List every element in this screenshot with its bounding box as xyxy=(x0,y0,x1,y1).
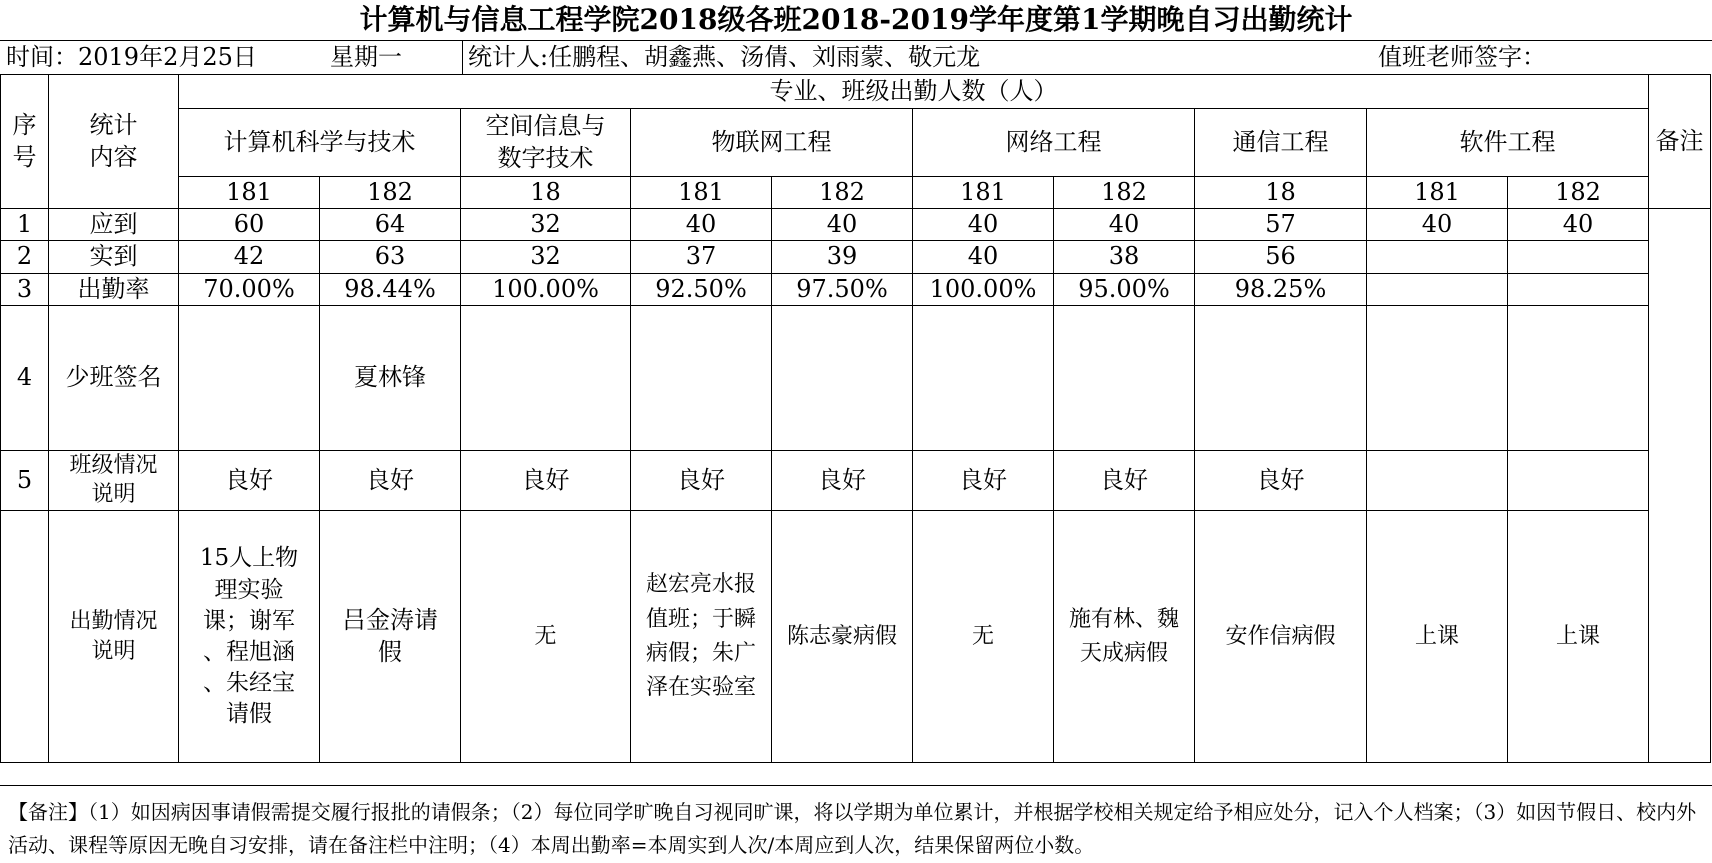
note-cell: 安作信病假 xyxy=(1195,511,1367,763)
data-cell: 100.00% xyxy=(461,273,631,305)
note-cell: 吕金涛请 假 xyxy=(320,511,461,763)
class-cell: 182 xyxy=(772,177,913,209)
data-cell: 57 xyxy=(1195,209,1367,241)
data-cell: 39 xyxy=(772,241,913,273)
data-cell xyxy=(1195,305,1367,450)
data-cell xyxy=(1367,305,1508,450)
footer-notes: 【备注】（1）如因病因事请假需提交履行报批的请假条；（2）每位同学旷晚自习视同旷课，将以学期为单位累计，并根据学校相关规定给予相应处分，记入个人档案；（3）如因节假日、校内外活动、课程等原因无晚自习安排，请在备注栏中注明；（4）本周出勤率=本周实到人次/本周应到人次，结果保留两位小数。 xyxy=(0,785,1712,863)
class-row xyxy=(1,177,1711,209)
row-label: 出勤率 xyxy=(49,273,179,305)
table-row xyxy=(1,209,1711,241)
row-label: 实到 xyxy=(49,241,179,273)
data-cell: 32 xyxy=(461,209,631,241)
data-cell: 98.25% xyxy=(1195,273,1367,305)
class-cell: 181 xyxy=(179,177,320,209)
data-cell: 良好 xyxy=(1054,450,1195,510)
note-cell: 上课 xyxy=(1508,511,1649,763)
data-cell xyxy=(1054,305,1195,450)
weekday-label: 星期一 xyxy=(330,43,402,71)
major-iot: 物联网工程 xyxy=(631,109,913,177)
remark-cell xyxy=(1649,209,1711,763)
class-cell: 181 xyxy=(1367,177,1508,209)
data-cell: 40 xyxy=(913,209,1054,241)
info-row xyxy=(0,40,1712,74)
data-cell xyxy=(1508,241,1649,273)
data-cell: 40 xyxy=(1054,209,1195,241)
note-cell: 15人上物 理实验 课；谢军 、程旭涵 、朱经宝 请假 xyxy=(179,511,320,763)
row-seq: 5 xyxy=(1,450,49,510)
major-cs: 计算机科学与技术 xyxy=(179,109,461,177)
data-cell: 38 xyxy=(1054,241,1195,273)
class-cell: 18 xyxy=(1195,177,1367,209)
data-cell xyxy=(631,305,772,450)
class-cell: 182 xyxy=(320,177,461,209)
data-cell: 良好 xyxy=(320,450,461,510)
data-cell: 40 xyxy=(1367,209,1508,241)
data-cell: 40 xyxy=(1508,209,1649,241)
data-cell: 97.50% xyxy=(772,273,913,305)
data-cell xyxy=(461,305,631,450)
data-cell: 40 xyxy=(772,209,913,241)
table-row xyxy=(1,241,1711,273)
data-cell: 100.00% xyxy=(913,273,1054,305)
data-cell: 60 xyxy=(179,209,320,241)
header-content: 统计 内容 xyxy=(49,75,179,209)
data-cell: 63 xyxy=(320,241,461,273)
data-cell xyxy=(1367,241,1508,273)
row-seq xyxy=(1,511,49,763)
data-cell xyxy=(913,305,1054,450)
header-seq: 序号 xyxy=(1,75,49,209)
attendance-table xyxy=(0,74,1711,763)
note-cell: 无 xyxy=(461,511,631,763)
note-cell: 陈志豪病假 xyxy=(772,511,913,763)
data-cell: 良好 xyxy=(631,450,772,510)
row-label: 出勤情况 说明 xyxy=(49,511,179,763)
header-remark: 备注 xyxy=(1649,75,1711,209)
class-cell: 182 xyxy=(1508,177,1649,209)
row-label: 班级情况 说明 xyxy=(49,450,179,510)
class-cell: 182 xyxy=(1054,177,1195,209)
row-label: 应到 xyxy=(49,209,179,241)
note-cell: 上课 xyxy=(1367,511,1508,763)
data-cell: 良好 xyxy=(461,450,631,510)
note-cell: 赵宏亮水报 值班；于瞬 病假；朱广 泽在实验室 xyxy=(631,511,772,763)
info-divider xyxy=(462,40,463,74)
data-cell xyxy=(1508,450,1649,510)
data-cell xyxy=(1508,305,1649,450)
data-cell: 夏林锋 xyxy=(320,305,461,450)
data-cell: 良好 xyxy=(913,450,1054,510)
note-cell: 无 xyxy=(913,511,1054,763)
row-label: 少班签名 xyxy=(49,305,179,450)
row-seq: 1 xyxy=(1,209,49,241)
data-cell: 42 xyxy=(179,241,320,273)
major-comm: 通信工程 xyxy=(1195,109,1367,177)
data-cell: 32 xyxy=(461,241,631,273)
date-label: 时间：2019年2月25日 xyxy=(6,43,257,71)
header-group: 专业、班级出勤人数（人） xyxy=(179,75,1649,109)
row-seq: 3 xyxy=(1,273,49,305)
data-cell: 70.00% xyxy=(179,273,320,305)
teacher-sign-label: 值班老师签字： xyxy=(1378,43,1546,71)
class-cell: 181 xyxy=(631,177,772,209)
data-cell xyxy=(1367,450,1508,510)
data-cell: 37 xyxy=(631,241,772,273)
data-cell xyxy=(1367,273,1508,305)
data-cell: 40 xyxy=(913,241,1054,273)
data-cell: 良好 xyxy=(1195,450,1367,510)
table-row xyxy=(1,450,1711,510)
row-seq: 2 xyxy=(1,241,49,273)
class-cell: 18 xyxy=(461,177,631,209)
data-cell xyxy=(1508,273,1649,305)
major-spatial: 空间信息与 数字技术 xyxy=(461,109,631,177)
data-cell: 40 xyxy=(631,209,772,241)
major-network: 网络工程 xyxy=(913,109,1195,177)
data-cell xyxy=(772,305,913,450)
data-cell: 良好 xyxy=(772,450,913,510)
data-cell xyxy=(179,305,320,450)
data-cell: 98.44% xyxy=(320,273,461,305)
sheet-title: 计算机与信息工程学院2018级各班2018-2019学年度第1学期晚自习出勤统计 xyxy=(0,0,1712,41)
data-cell: 64 xyxy=(320,209,461,241)
table-row xyxy=(1,273,1711,305)
row-seq: 4 xyxy=(1,305,49,450)
data-cell: 92.50% xyxy=(631,273,772,305)
data-cell: 95.00% xyxy=(1054,273,1195,305)
data-cell: 56 xyxy=(1195,241,1367,273)
note-cell: 施有林、魏 天成病假 xyxy=(1054,511,1195,763)
major-software: 软件工程 xyxy=(1367,109,1649,177)
counters-label: 统计人:任鹏程、胡鑫燕、汤倩、刘雨蒙、敬元龙 xyxy=(468,43,981,71)
table-row xyxy=(1,511,1711,763)
data-cell: 良好 xyxy=(179,450,320,510)
table-row xyxy=(1,305,1711,450)
class-cell: 181 xyxy=(913,177,1054,209)
